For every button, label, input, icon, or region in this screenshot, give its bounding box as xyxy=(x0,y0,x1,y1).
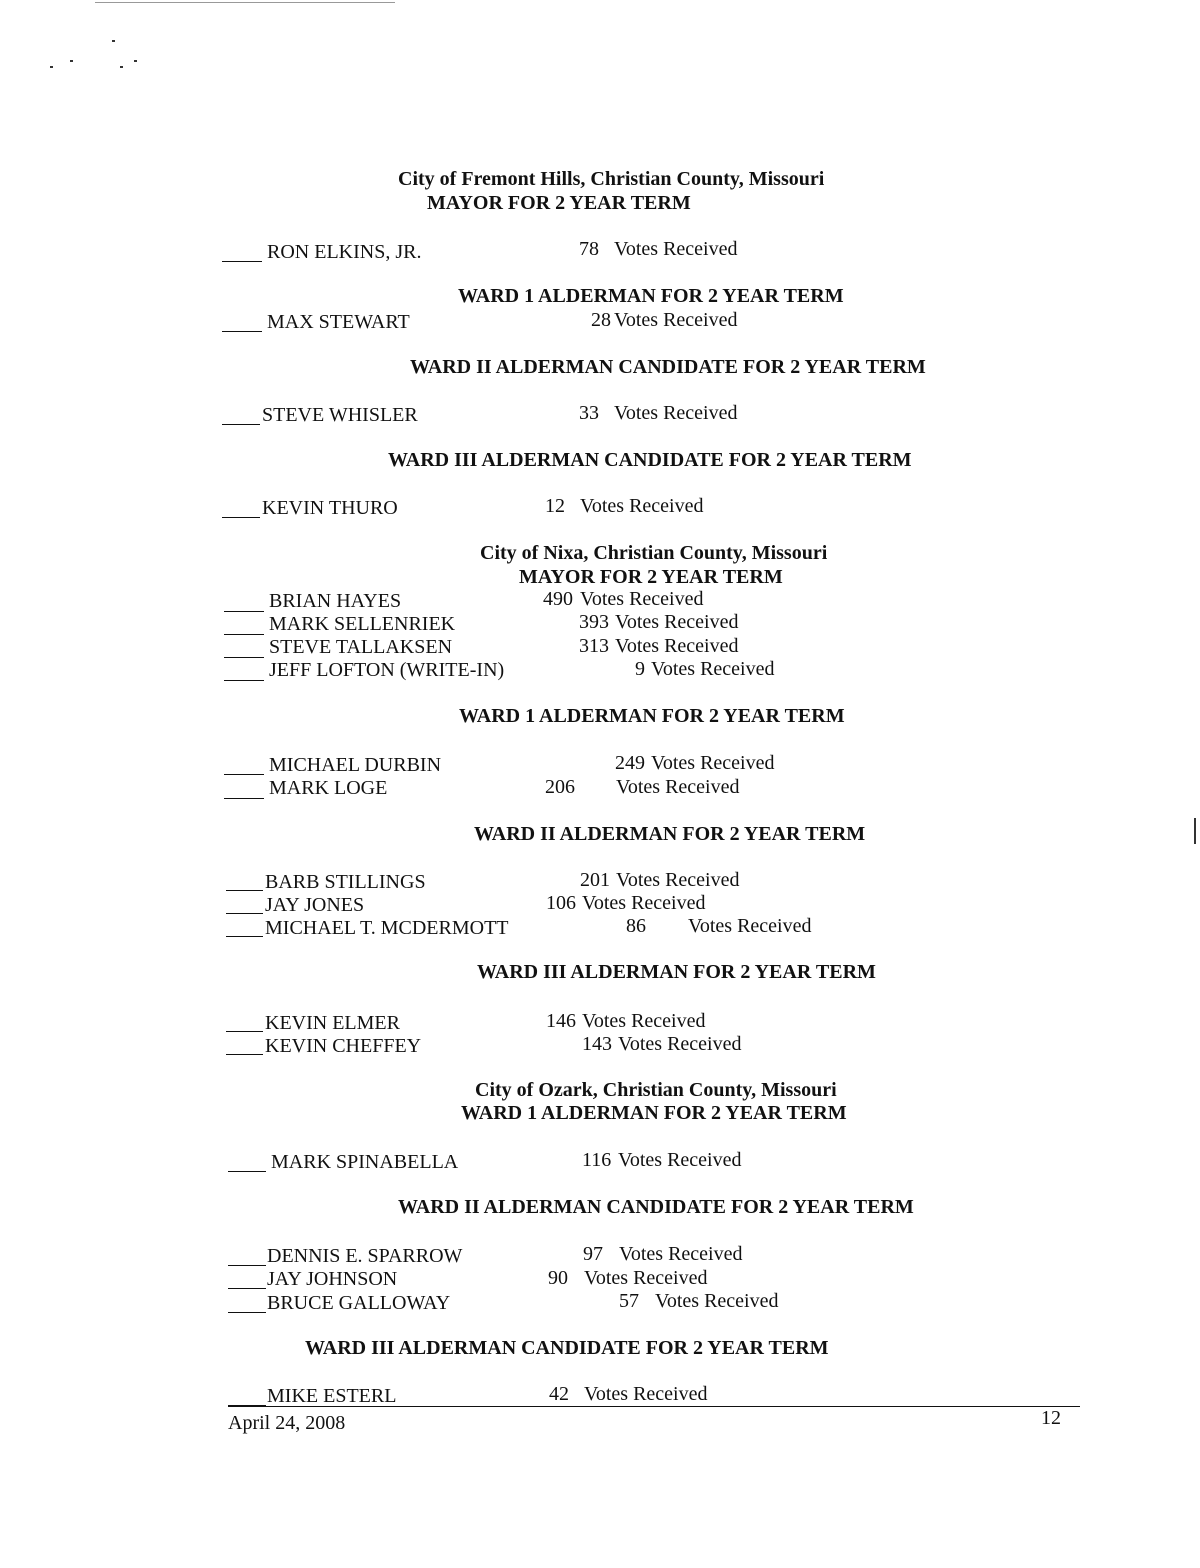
candidate-name: MARK SPINABELLA xyxy=(271,1151,459,1173)
votes-label: Votes Received xyxy=(614,402,738,424)
vote-blank xyxy=(222,261,262,262)
candidate-name: RON ELKINS, JR. xyxy=(267,241,422,263)
candidate-name: KEVIN CHEFFEY xyxy=(265,1035,422,1057)
vote-blank xyxy=(224,774,264,775)
scan-speck xyxy=(120,66,123,68)
votes-label: Votes Received xyxy=(618,1149,742,1171)
candidate-name: MAX STEWART xyxy=(267,311,410,333)
vote-count: 393 xyxy=(579,611,609,633)
votes-label: Votes Received xyxy=(616,776,740,798)
vote-count: 33 xyxy=(579,402,599,424)
vote-blank xyxy=(222,424,260,425)
contest-heading: WARD II ALDERMAN FOR 2 YEAR TERM xyxy=(474,823,866,845)
vote-count: 106 xyxy=(546,892,576,914)
contest-heading: WARD 1 ALDERMAN FOR 2 YEAR TERM xyxy=(458,285,844,307)
candidate-name: MARK LOGE xyxy=(269,777,388,799)
scan-speck xyxy=(112,40,115,42)
candidate-name: DENNIS E. SPARROW xyxy=(267,1245,463,1267)
votes-label: Votes Received xyxy=(651,658,775,680)
vote-blank xyxy=(228,1171,266,1172)
candidate-name: JEFF LOFTON (WRITE-IN) xyxy=(269,659,505,681)
scan-speck xyxy=(70,60,73,62)
votes-label: Votes Received xyxy=(619,1243,743,1265)
contest-heading: MAYOR FOR 2 YEAR TERM xyxy=(427,192,691,214)
scan-speck xyxy=(134,60,137,62)
candidate-name: STEVE TALLAKSEN xyxy=(269,636,453,658)
votes-label: Votes Received xyxy=(584,1383,708,1405)
jurisdiction-heading: City of Ozark, Christian County, Missouri xyxy=(475,1079,837,1101)
jurisdiction-heading: City of Nixa, Christian County, Missouri xyxy=(480,542,828,564)
votes-label: Votes Received xyxy=(618,1033,742,1055)
vote-blank xyxy=(224,680,264,681)
vote-count: 90 xyxy=(548,1267,568,1289)
vote-count: 313 xyxy=(579,635,609,657)
vote-blank xyxy=(226,890,263,891)
vote-count: 86 xyxy=(626,915,646,937)
candidate-name: BRUCE GALLOWAY xyxy=(267,1292,451,1314)
candidate-name: STEVE WHISLER xyxy=(262,404,418,426)
votes-label: Votes Received xyxy=(584,1267,708,1289)
contest-heading: WARD 1 ALDERMAN FOR 2 YEAR TERM xyxy=(461,1102,847,1124)
vote-count: 57 xyxy=(619,1290,639,1312)
footer-rule xyxy=(228,1406,1080,1407)
candidate-name: KEVIN ELMER xyxy=(265,1012,400,1034)
vote-blank xyxy=(224,611,264,612)
vote-count: 9 xyxy=(635,658,645,680)
candidate-name: MICHAEL DURBIN xyxy=(269,754,442,776)
votes-label: Votes Received xyxy=(651,752,775,774)
votes-label: Votes Received xyxy=(688,915,812,937)
votes-label: Votes Received xyxy=(614,238,738,260)
contest-heading: WARD III ALDERMAN CANDIDATE FOR 2 YEAR TERM xyxy=(305,1337,829,1359)
vote-count: 116 xyxy=(582,1149,612,1171)
contest-heading: WARD II ALDERMAN CANDIDATE FOR 2 YEAR TERM xyxy=(398,1196,914,1218)
contest-heading: WARD II ALDERMAN CANDIDATE FOR 2 YEAR TERM xyxy=(410,356,926,378)
vote-blank xyxy=(222,331,262,332)
vote-blank xyxy=(226,936,263,937)
vote-count: 206 xyxy=(545,776,575,798)
candidate-name: MICHAEL T. MCDERMOTT xyxy=(265,917,509,939)
votes-label: Votes Received xyxy=(615,611,739,633)
vote-blank xyxy=(226,1054,263,1055)
candidate-name: MIKE ESTERL xyxy=(267,1385,397,1407)
candidate-name: JAY JONES xyxy=(265,894,365,916)
candidate-name: BRIAN HAYES xyxy=(269,590,402,612)
votes-label: Votes Received xyxy=(582,892,706,914)
footer-date: April 24, 2008 xyxy=(228,1412,346,1434)
candidate-name: MARK SELLENRIEK xyxy=(269,613,456,635)
candidate-name: KEVIN THURO xyxy=(262,497,398,519)
page-number: 12 xyxy=(1041,1407,1061,1429)
vote-blank xyxy=(224,634,264,635)
vote-blank xyxy=(224,657,264,658)
votes-label: Votes Received xyxy=(614,309,738,331)
vote-count: 12 xyxy=(545,495,565,517)
vote-count: 249 xyxy=(615,752,645,774)
scan-speck xyxy=(50,66,53,68)
scan-top-edge xyxy=(95,2,395,3)
vote-blank xyxy=(222,517,260,518)
contest-heading: WARD III ALDERMAN FOR 2 YEAR TERM xyxy=(477,961,876,983)
vote-blank xyxy=(228,1312,266,1313)
contest-heading: WARD III ALDERMAN CANDIDATE FOR 2 YEAR TERM xyxy=(388,449,912,471)
vote-count: 490 xyxy=(543,588,573,610)
vote-blank xyxy=(226,913,263,914)
vote-count: 42 xyxy=(549,1383,569,1405)
vote-count: 146 xyxy=(546,1010,576,1032)
votes-label: Votes Received xyxy=(582,1010,706,1032)
votes-label: Votes Received xyxy=(616,869,740,891)
candidate-name: JAY JOHNSON xyxy=(267,1268,398,1290)
votes-label: Votes Received xyxy=(655,1290,779,1312)
vote-count: 28 xyxy=(591,309,611,331)
vote-blank xyxy=(224,798,264,799)
votes-label: Votes Received xyxy=(580,588,704,610)
scan-speck xyxy=(1194,818,1196,844)
candidate-name: BARB STILLINGS xyxy=(265,871,426,893)
contest-heading: WARD 1 ALDERMAN FOR 2 YEAR TERM xyxy=(459,705,845,727)
vote-blank xyxy=(228,1265,266,1266)
vote-count: 78 xyxy=(579,238,599,260)
contest-heading: MAYOR FOR 2 YEAR TERM xyxy=(519,566,783,588)
vote-count: 97 xyxy=(583,1243,603,1265)
jurisdiction-heading: City of Fremont Hills, Christian County, Missouri xyxy=(398,168,825,190)
vote-blank xyxy=(226,1031,263,1032)
votes-label: Votes Received xyxy=(615,635,739,657)
vote-count: 201 xyxy=(580,869,610,891)
vote-count: 143 xyxy=(582,1033,612,1055)
vote-blank xyxy=(228,1288,266,1289)
votes-label: Votes Received xyxy=(580,495,704,517)
